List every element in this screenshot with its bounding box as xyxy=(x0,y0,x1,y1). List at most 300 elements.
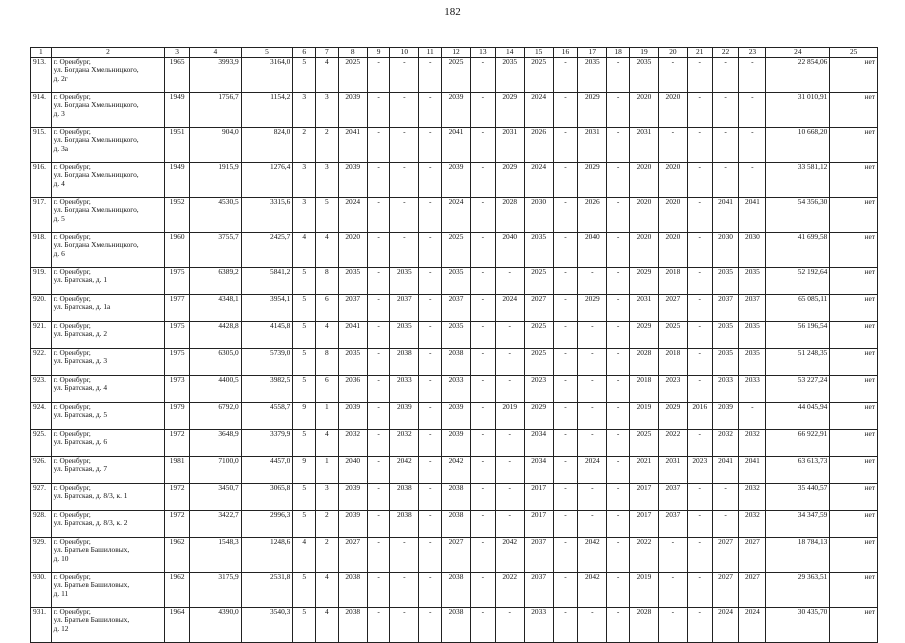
value-cell: 3 xyxy=(293,93,316,128)
value-cell: - xyxy=(419,349,442,376)
value-cell: - xyxy=(553,349,578,376)
value-cell: - xyxy=(607,163,630,198)
cost-cell: 35 440,57 xyxy=(766,484,830,511)
value-cell: - xyxy=(687,163,712,198)
value-cell: - xyxy=(367,268,390,295)
value-cell: - xyxy=(553,484,578,511)
value-cell: - xyxy=(687,268,712,295)
value-cell: 1973 xyxy=(165,376,190,403)
value-cell: 2041 xyxy=(712,457,739,484)
value-cell: 4 xyxy=(316,573,339,608)
table-row xyxy=(31,573,878,608)
value-cell: - xyxy=(367,484,390,511)
address-cell: г. Оренбург, ул. Богдана Хмельницкого, д. 3а xyxy=(51,128,165,163)
table-row xyxy=(31,233,878,268)
value-cell: - xyxy=(553,295,578,322)
column-number-22: 22 xyxy=(712,48,739,58)
table-row xyxy=(31,322,878,349)
area-cell: 6792,0 xyxy=(190,403,242,430)
address-cell: г. Оренбург, ул. Братская, д. 5 xyxy=(51,403,165,430)
value-cell: - xyxy=(607,93,630,128)
value-cell: - xyxy=(607,484,630,511)
value-cell: 4 xyxy=(316,430,339,457)
value-cell: - xyxy=(367,573,390,608)
value-cell: 2038 xyxy=(442,608,471,643)
value-cell: 2027 xyxy=(739,538,766,573)
value-cell: 9 xyxy=(293,457,316,484)
value-cell: - xyxy=(607,511,630,538)
value-cell: - xyxy=(739,58,766,93)
value-cell: 2017 xyxy=(630,484,659,511)
cost-cell: 31 010,91 xyxy=(766,93,830,128)
area-cell: 4428,8 xyxy=(190,322,242,349)
area-cell: 5739,0 xyxy=(241,349,293,376)
value-cell: 1975 xyxy=(165,268,190,295)
value-cell: - xyxy=(687,93,712,128)
status-cell: нет xyxy=(830,511,878,538)
row-number-cell: 915. xyxy=(31,128,52,163)
value-cell: - xyxy=(658,128,687,163)
area-cell: 4457,0 xyxy=(241,457,293,484)
area-cell: 3379,9 xyxy=(241,430,293,457)
value-cell: 3 xyxy=(293,163,316,198)
table-row xyxy=(31,198,878,233)
value-cell: 1964 xyxy=(165,608,190,643)
value-cell: 2031 xyxy=(578,128,607,163)
area-cell: 3065,8 xyxy=(241,484,293,511)
value-cell: - xyxy=(495,608,524,643)
cost-cell: 34 347,59 xyxy=(766,511,830,538)
value-cell: 2025 xyxy=(524,268,553,295)
value-cell: 4 xyxy=(316,233,339,268)
value-cell: - xyxy=(367,163,390,198)
status-cell: нет xyxy=(830,268,878,295)
area-cell: 4400,5 xyxy=(190,376,242,403)
value-cell: 4 xyxy=(316,608,339,643)
value-cell: - xyxy=(687,58,712,93)
value-cell: 2027 xyxy=(338,538,367,573)
status-cell: нет xyxy=(830,93,878,128)
value-cell: - xyxy=(367,128,390,163)
value-cell: - xyxy=(470,163,495,198)
value-cell: 1 xyxy=(316,403,339,430)
value-cell: 2025 xyxy=(630,430,659,457)
value-cell: - xyxy=(712,93,739,128)
value-cell: 2041 xyxy=(338,128,367,163)
value-cell: 2025 xyxy=(442,233,471,268)
value-cell: 2039 xyxy=(442,93,471,128)
value-cell: - xyxy=(419,128,442,163)
column-number-14: 14 xyxy=(495,48,524,58)
area-cell: 3450,7 xyxy=(190,484,242,511)
value-cell: 2037 xyxy=(442,295,471,322)
value-cell: - xyxy=(495,268,524,295)
value-cell: 2039 xyxy=(338,163,367,198)
area-cell: 4390,0 xyxy=(190,608,242,643)
value-cell: 2038 xyxy=(442,511,471,538)
value-cell: 2019 xyxy=(495,403,524,430)
table-row xyxy=(31,376,878,403)
value-cell: 2038 xyxy=(442,484,471,511)
value-cell: - xyxy=(712,484,739,511)
row-number-cell: 917. xyxy=(31,198,52,233)
value-cell: - xyxy=(419,268,442,295)
value-cell: 2032 xyxy=(338,430,367,457)
value-cell: 6 xyxy=(316,295,339,322)
area-cell: 2531,8 xyxy=(241,573,293,608)
area-cell: 3954,1 xyxy=(241,295,293,322)
column-number-5: 5 xyxy=(241,48,293,58)
value-cell: 2024 xyxy=(524,93,553,128)
value-cell: 2037 xyxy=(658,484,687,511)
address-cell: г. Оренбург, ул. Братская, д. 6 xyxy=(51,430,165,457)
cost-cell: 56 196,54 xyxy=(766,322,830,349)
value-cell: 2019 xyxy=(630,573,659,608)
value-cell: 2020 xyxy=(630,93,659,128)
area-cell: 3755,7 xyxy=(190,233,242,268)
value-cell: - xyxy=(607,58,630,93)
value-cell: 1962 xyxy=(165,538,190,573)
value-cell: 1 xyxy=(316,457,339,484)
value-cell: 2024 xyxy=(712,608,739,643)
table-row xyxy=(31,268,878,295)
value-cell: - xyxy=(470,403,495,430)
value-cell: - xyxy=(495,322,524,349)
row-number-cell: 919. xyxy=(31,268,52,295)
value-cell: - xyxy=(658,608,687,643)
value-cell: 2029 xyxy=(495,93,524,128)
value-cell: 2035 xyxy=(390,268,419,295)
value-cell: 2040 xyxy=(495,233,524,268)
area-cell: 1548,3 xyxy=(190,538,242,573)
value-cell: 2039 xyxy=(338,93,367,128)
column-number-23: 23 xyxy=(739,48,766,58)
area-cell: 3993,9 xyxy=(190,58,242,93)
value-cell: - xyxy=(687,128,712,163)
value-cell: 2020 xyxy=(630,233,659,268)
address-cell: г. Оренбург, ул. Богдана Хмельницкого, д. 4 xyxy=(51,163,165,198)
value-cell: 2020 xyxy=(630,198,659,233)
cost-cell: 54 356,30 xyxy=(766,198,830,233)
table-body xyxy=(31,48,878,643)
value-cell: 2037 xyxy=(712,295,739,322)
table-row xyxy=(31,93,878,128)
value-cell: 2035 xyxy=(630,58,659,93)
cost-cell: 53 227,24 xyxy=(766,376,830,403)
value-cell: - xyxy=(687,349,712,376)
value-cell: - xyxy=(712,163,739,198)
status-cell: нет xyxy=(830,403,878,430)
value-cell: - xyxy=(390,58,419,93)
status-cell: нет xyxy=(830,484,878,511)
cost-cell: 63 613,73 xyxy=(766,457,830,484)
value-cell: 3 xyxy=(316,163,339,198)
value-cell: - xyxy=(712,58,739,93)
area-cell: 904,0 xyxy=(190,128,242,163)
area-cell: 6305,0 xyxy=(190,349,242,376)
table-row xyxy=(31,608,878,643)
value-cell: - xyxy=(419,163,442,198)
cost-cell: 22 854,06 xyxy=(766,58,830,93)
value-cell: 2017 xyxy=(630,511,659,538)
value-cell: - xyxy=(390,128,419,163)
area-cell: 4348,1 xyxy=(190,295,242,322)
value-cell: - xyxy=(495,511,524,538)
value-cell: 2035 xyxy=(712,322,739,349)
value-cell: 2032 xyxy=(712,430,739,457)
value-cell: - xyxy=(607,295,630,322)
value-cell: - xyxy=(367,349,390,376)
value-cell: 2035 xyxy=(712,268,739,295)
value-cell: - xyxy=(687,573,712,608)
value-cell: - xyxy=(390,538,419,573)
value-cell: 1951 xyxy=(165,128,190,163)
address-cell: г. Оренбург, ул. Богдана Хмельницкого, д. 2г xyxy=(51,58,165,93)
value-cell: - xyxy=(553,233,578,268)
value-cell: 1977 xyxy=(165,295,190,322)
value-cell: - xyxy=(607,376,630,403)
value-cell: - xyxy=(607,430,630,457)
column-number-13: 13 xyxy=(470,48,495,58)
value-cell: 1972 xyxy=(165,484,190,511)
row-number-cell: 931. xyxy=(31,608,52,643)
row-number-cell: 926. xyxy=(31,457,52,484)
value-cell: 5 xyxy=(293,295,316,322)
value-cell: - xyxy=(419,430,442,457)
column-number-10: 10 xyxy=(390,48,419,58)
value-cell: 2027 xyxy=(442,538,471,573)
value-cell: - xyxy=(739,93,766,128)
page-number: 182 xyxy=(444,6,461,18)
area-cell: 824,0 xyxy=(241,128,293,163)
value-cell: - xyxy=(687,608,712,643)
value-cell: - xyxy=(687,376,712,403)
value-cell: - xyxy=(578,403,607,430)
value-cell: - xyxy=(607,403,630,430)
column-number-15: 15 xyxy=(524,48,553,58)
value-cell: 2026 xyxy=(578,198,607,233)
value-cell: 2035 xyxy=(739,349,766,376)
address-cell: г. Оренбург, ул. Братьев Башиловых, д. 12 xyxy=(51,608,165,643)
area-cell: 3540,3 xyxy=(241,608,293,643)
value-cell: 2027 xyxy=(712,573,739,608)
value-cell: - xyxy=(470,573,495,608)
value-cell: 5 xyxy=(293,376,316,403)
row-number-cell: 920. xyxy=(31,295,52,322)
value-cell: 4 xyxy=(316,58,339,93)
value-cell: 2017 xyxy=(524,511,553,538)
value-cell: 2030 xyxy=(712,233,739,268)
value-cell: - xyxy=(367,376,390,403)
value-cell: 2033 xyxy=(524,608,553,643)
value-cell: 2025 xyxy=(658,322,687,349)
value-cell: - xyxy=(419,322,442,349)
value-cell: 2037 xyxy=(658,511,687,538)
value-cell: 2035 xyxy=(739,322,766,349)
area-cell: 3648,9 xyxy=(190,430,242,457)
value-cell: 2029 xyxy=(578,295,607,322)
status-cell: нет xyxy=(830,128,878,163)
value-cell: 2018 xyxy=(658,268,687,295)
value-cell: 2040 xyxy=(338,457,367,484)
table-row xyxy=(31,430,878,457)
value-cell: 2029 xyxy=(630,322,659,349)
value-cell: - xyxy=(739,163,766,198)
value-cell: 1965 xyxy=(165,58,190,93)
value-cell: - xyxy=(553,403,578,430)
value-cell: - xyxy=(367,403,390,430)
value-cell: 2036 xyxy=(338,376,367,403)
value-cell: 5 xyxy=(293,349,316,376)
value-cell: 1972 xyxy=(165,511,190,538)
value-cell: - xyxy=(495,457,524,484)
status-cell: нет xyxy=(830,163,878,198)
value-cell: - xyxy=(553,376,578,403)
value-cell: 2024 xyxy=(442,198,471,233)
cost-cell: 44 045,94 xyxy=(766,403,830,430)
area-cell: 3982,5 xyxy=(241,376,293,403)
value-cell: 1962 xyxy=(165,573,190,608)
area-cell: 4145,8 xyxy=(241,322,293,349)
cost-cell: 66 922,91 xyxy=(766,430,830,457)
cost-cell: 41 699,58 xyxy=(766,233,830,268)
value-cell: - xyxy=(390,163,419,198)
value-cell: 2039 xyxy=(712,403,739,430)
address-cell: г. Оренбург, ул. Братская, д. 3 xyxy=(51,349,165,376)
value-cell: 2029 xyxy=(630,268,659,295)
value-cell: 1975 xyxy=(165,349,190,376)
value-cell: 2039 xyxy=(442,163,471,198)
value-cell: 2027 xyxy=(658,295,687,322)
value-cell: - xyxy=(553,608,578,643)
status-cell: нет xyxy=(830,233,878,268)
value-cell: 2032 xyxy=(390,430,419,457)
value-cell: 2039 xyxy=(338,403,367,430)
value-cell: - xyxy=(712,128,739,163)
column-number-21: 21 xyxy=(687,48,712,58)
value-cell: 2032 xyxy=(739,430,766,457)
value-cell: - xyxy=(419,198,442,233)
value-cell: 2035 xyxy=(524,233,553,268)
table-row xyxy=(31,511,878,538)
value-cell: 2029 xyxy=(495,163,524,198)
value-cell: 2037 xyxy=(524,538,553,573)
value-cell: - xyxy=(470,295,495,322)
table-row xyxy=(31,58,878,93)
address-cell: г. Оренбург, ул. Братская, д. 8/3, к. 2 xyxy=(51,511,165,538)
status-cell: нет xyxy=(830,322,878,349)
value-cell: - xyxy=(367,93,390,128)
value-cell: 2020 xyxy=(658,163,687,198)
value-cell: 2029 xyxy=(578,93,607,128)
value-cell: - xyxy=(553,128,578,163)
value-cell: 2028 xyxy=(630,608,659,643)
value-cell: 2035 xyxy=(390,322,419,349)
value-cell: 2032 xyxy=(739,484,766,511)
value-cell: 1949 xyxy=(165,93,190,128)
value-cell: - xyxy=(578,268,607,295)
area-cell: 3315,6 xyxy=(241,198,293,233)
value-cell: 2037 xyxy=(390,295,419,322)
area-cell: 3422,7 xyxy=(190,511,242,538)
row-number-cell: 923. xyxy=(31,376,52,403)
value-cell: 2017 xyxy=(524,484,553,511)
value-cell: 2023 xyxy=(687,457,712,484)
value-cell: 5 xyxy=(293,608,316,643)
address-cell: г. Оренбург, ул. Богдана Хмельницкого, д. 3 xyxy=(51,93,165,128)
value-cell: 4 xyxy=(316,322,339,349)
address-cell: г. Оренбург, ул. Братская, д. 7 xyxy=(51,457,165,484)
value-cell: - xyxy=(419,608,442,643)
value-cell: - xyxy=(687,538,712,573)
cost-cell: 29 363,51 xyxy=(766,573,830,608)
value-cell: 2035 xyxy=(495,58,524,93)
value-cell: 2023 xyxy=(524,376,553,403)
value-cell: 2024 xyxy=(495,295,524,322)
column-number-11: 11 xyxy=(419,48,442,58)
value-cell: 2029 xyxy=(578,163,607,198)
status-cell: нет xyxy=(830,430,878,457)
address-cell: г. Оренбург, ул. Братьев Башиловых, д. 10 xyxy=(51,538,165,573)
status-cell: нет xyxy=(830,538,878,573)
value-cell: - xyxy=(607,573,630,608)
value-cell: - xyxy=(470,608,495,643)
table-row xyxy=(31,349,878,376)
value-cell: 2022 xyxy=(658,430,687,457)
cost-cell: 52 192,64 xyxy=(766,268,830,295)
value-cell: - xyxy=(607,608,630,643)
value-cell: - xyxy=(390,198,419,233)
value-cell: 2035 xyxy=(712,349,739,376)
status-cell: нет xyxy=(830,198,878,233)
value-cell: 2018 xyxy=(630,376,659,403)
area-cell: 4558,7 xyxy=(241,403,293,430)
value-cell: - xyxy=(495,349,524,376)
value-cell: 2038 xyxy=(390,349,419,376)
value-cell: - xyxy=(367,430,390,457)
area-cell: 4530,5 xyxy=(190,198,242,233)
value-cell: 2028 xyxy=(495,198,524,233)
table-row xyxy=(31,163,878,198)
column-number-18: 18 xyxy=(607,48,630,58)
area-cell: 1276,4 xyxy=(241,163,293,198)
cost-cell: 33 581,12 xyxy=(766,163,830,198)
value-cell: 2024 xyxy=(524,163,553,198)
cost-cell: 65 085,11 xyxy=(766,295,830,322)
value-cell: - xyxy=(607,198,630,233)
value-cell: 2031 xyxy=(658,457,687,484)
column-number-16: 16 xyxy=(553,48,578,58)
column-number-1: 1 xyxy=(31,48,52,58)
column-number-7: 7 xyxy=(316,48,339,58)
value-cell: 2023 xyxy=(658,376,687,403)
row-number-cell: 914. xyxy=(31,93,52,128)
value-cell: 2038 xyxy=(390,511,419,538)
value-cell: - xyxy=(553,322,578,349)
value-cell: - xyxy=(367,538,390,573)
value-cell: 2029 xyxy=(524,403,553,430)
value-cell: 2026 xyxy=(524,128,553,163)
value-cell: 5 xyxy=(316,198,339,233)
value-cell: 2020 xyxy=(658,233,687,268)
value-cell: 2039 xyxy=(338,484,367,511)
value-cell: - xyxy=(367,322,390,349)
column-number-9: 9 xyxy=(367,48,390,58)
value-cell: - xyxy=(687,484,712,511)
value-cell: - xyxy=(390,573,419,608)
value-cell: - xyxy=(658,58,687,93)
row-number-cell: 913. xyxy=(31,58,52,93)
